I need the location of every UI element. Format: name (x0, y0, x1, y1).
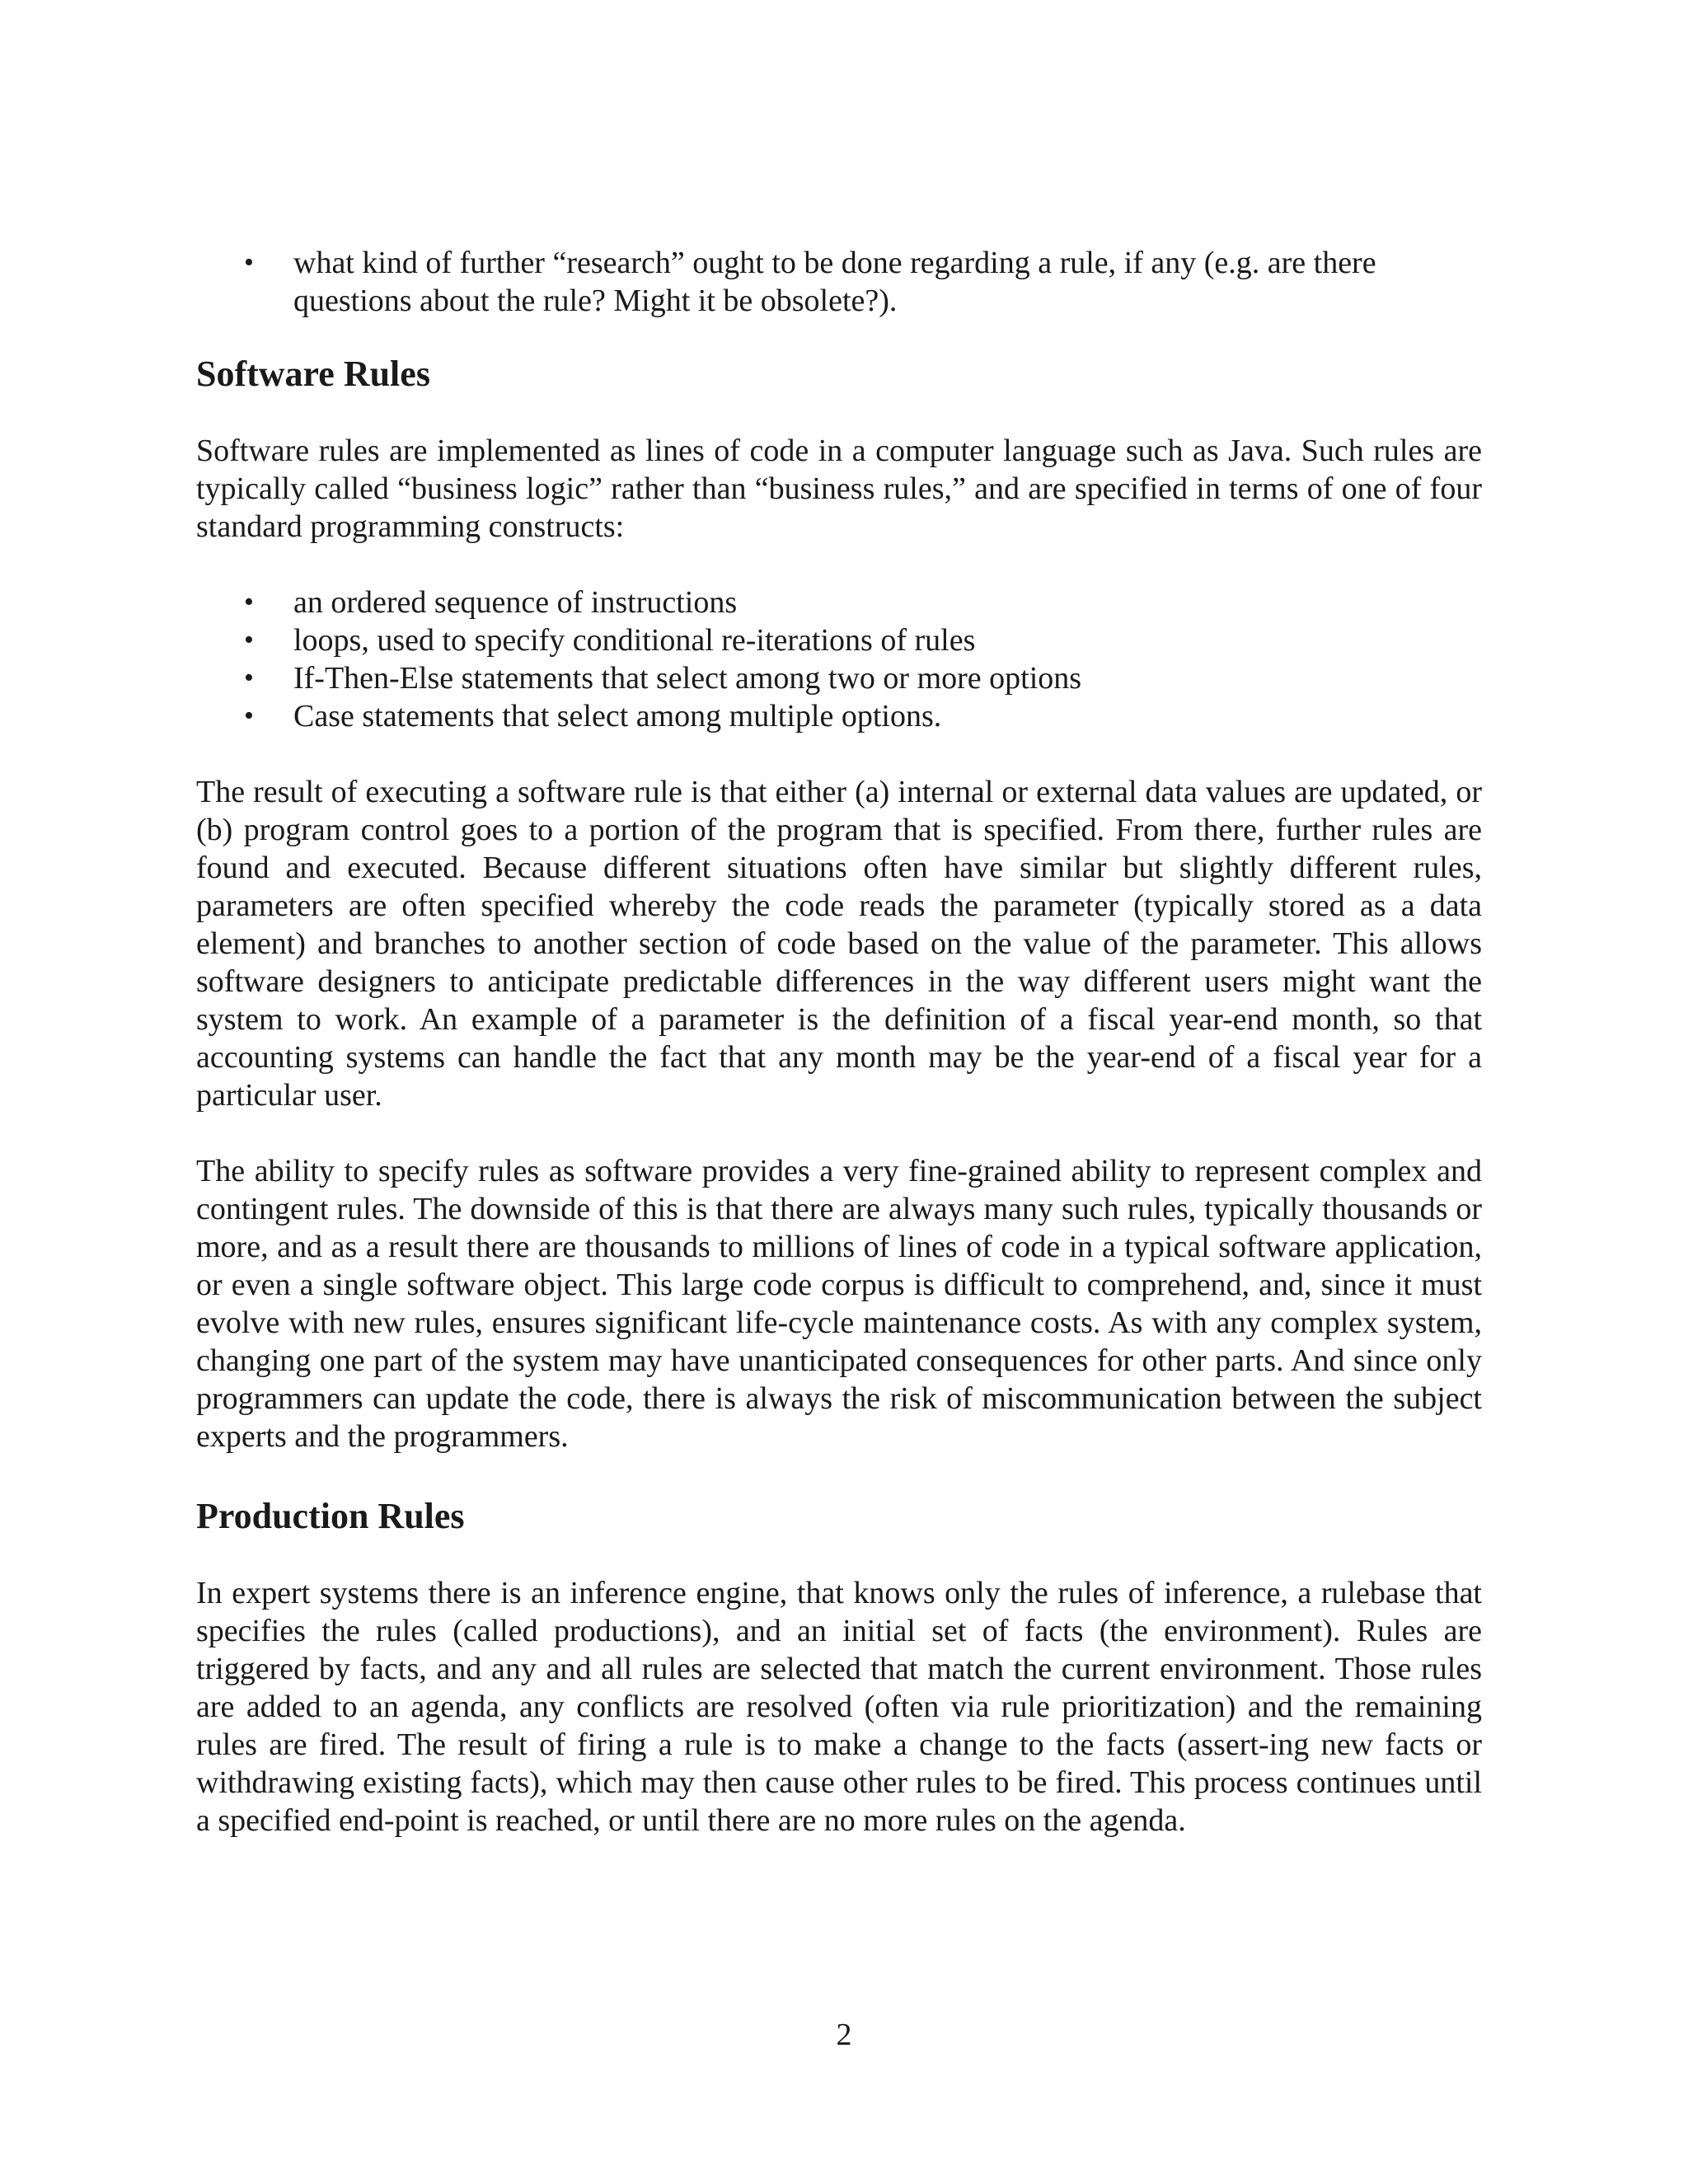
list-item-text: Case statements that select among multiple options. (293, 699, 942, 733)
bullet-icon: • (244, 247, 254, 278)
bullet-icon: • (244, 587, 254, 617)
paragraph: The ability to specify rules as software provides a very fine-grained ability to represent complex and contingent rules. The downside of this is that there are always many such rules, typically thousands or more, and as a result there are thousands to millions of lines of code in a typical software application, or even a single software object. This large code corpus is difficult to comprehend, and, since it must evolve with new rules, ensures significant life-cycle maintenance costs. As with any complex system, changing one part of the system may have unanticipated consequences for other parts. And since only programmers can update the code, there is always the risk of miscommunication between the subject experts and the programmers. (196, 1154, 1482, 1454)
list-item (196, 659, 1482, 697)
paragraph: The result of executing a software rule is that either (a) internal or external data values are updated, or (b) program control goes to a portion of the program that is specified. From there, further rules are found and executed. Because different situations often have similar but slightly different rules, parameters are often specified whereby the code reads the parameter (typically stored as a data element) and branches to another section of code based on the value of the parameter. This allows software designers to anticipate predictable differences in the way different users might want the system to work. An example of a parameter is the definition of a fiscal year-end month, so that accounting systems can handle the fact that any month may be the year-end of a fiscal year for a particular user. (196, 775, 1482, 1113)
document-page (196, 244, 1482, 1840)
section-heading-software-rules: Software Rules (196, 354, 430, 394)
constructs-bullet-list (196, 583, 1482, 735)
intro-bullet-list (196, 244, 1482, 320)
list-item-text: what kind of further “research” ought to be done regarding a rule, if any (e.g. are there questions about the rule? Might it be obsolete?). (293, 246, 1376, 318)
list-item-text: If-Then-Else statements that select among two or more options (293, 661, 1082, 696)
list-item-text: loops, used to specify conditional re-iterations of rules (293, 623, 976, 658)
list-item (196, 621, 1482, 659)
paragraph: In expert systems there is an inference engine, that knows only the rules of inference, a rulebase that specifies the rules (called productions), and an initial set of facts (the environment). Rules are triggered by facts, and any and all rules are selected that match the current environment. Those rules are added to an agenda, any conflicts are resolved (often via rule prioritization) and the remaining rules are fired. The result of firing a rule is to make a change to the facts (assert-ing new facts or withdrawing existing facts), which may then cause other rules to be fired. This process continues until a specified end-point is reached, or until there are no more rules on the agenda. (196, 1576, 1482, 1838)
list-item-text: an ordered sequence of instructions (293, 585, 738, 620)
list-item (196, 583, 1482, 621)
list-item (196, 697, 1482, 735)
page-number: 2 (836, 2018, 852, 2052)
bullet-icon: • (244, 625, 254, 655)
list-item (196, 244, 1482, 320)
paragraph: Software rules are implemented as lines of code in a computer language such as Java. Such rules are typically called “business logic” rather than “business rules,” and are specified in terms of one of four standard programming constructs: (196, 434, 1482, 544)
section-heading-production-rules: Production Rules (196, 1496, 465, 1536)
bullet-icon: • (244, 701, 254, 731)
bullet-icon: • (244, 663, 254, 693)
